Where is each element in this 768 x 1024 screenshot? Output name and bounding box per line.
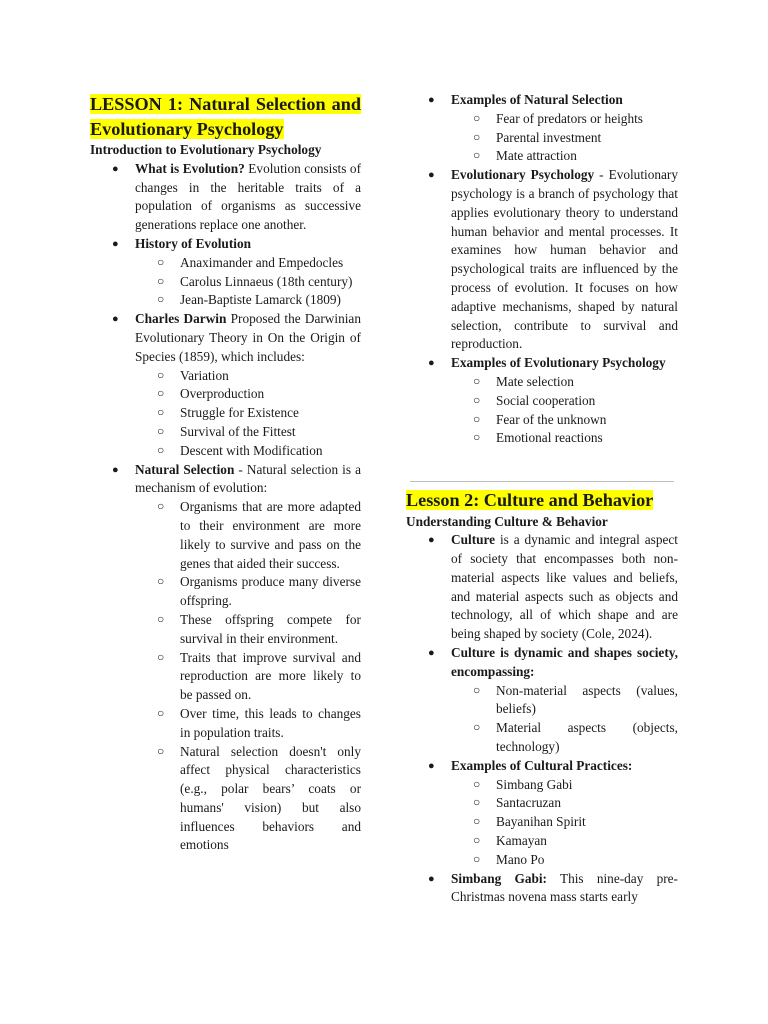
lesson2-title: Lesson 2: Culture and Behavior	[406, 490, 654, 510]
list-item: ○ Mano Po	[473, 851, 545, 867]
list-item: ○ Carolus Linnaeus (18th century)	[157, 273, 353, 289]
list-item-culture	[406, 531, 678, 644]
bullet-icon: ●	[428, 94, 435, 106]
item-text: Proposed the Darwinian Evolutionary Theory in On the Origin of Species (1859), which includes:	[135, 311, 361, 364]
circle-bullet-icon: ○	[473, 110, 481, 125]
list-item: ○ Parental investment	[473, 129, 602, 145]
circle-bullet-icon: ○	[157, 499, 165, 514]
circle-bullet-icon: ○	[473, 411, 481, 426]
item-label: Charles Darwin	[135, 311, 227, 327]
list-item-history	[90, 235, 361, 310]
list-item: ○ Social cooperation	[473, 392, 596, 408]
circle-bullet-icon: ○	[157, 743, 165, 758]
circle-bullet-icon: ○	[157, 611, 165, 626]
list-item: ○ Fear of predators or heights	[473, 110, 643, 126]
circle-bullet-icon: ○	[473, 814, 481, 829]
item-label: Examples of Evolutionary Psychology	[451, 355, 666, 371]
list-item: ○ These offspring compete for survival in their environment.	[157, 611, 361, 646]
item-label: Examples of Cultural Practices:	[451, 757, 633, 773]
list-item: ○ Anaximander and Empedocles	[157, 254, 344, 270]
lesson1-title: LESSON 1: Natural Selection and Evolutionary Psychology	[90, 94, 361, 139]
item-label: Natural Selection	[135, 461, 235, 477]
circle-bullet-icon: ○	[157, 649, 165, 664]
list-item: ○ Organisms that are more adapted to their environment are more likely to survive and pass on the genes that aided their success.	[157, 499, 361, 571]
circle-bullet-icon: ○	[473, 392, 481, 407]
circle-bullet-icon: ○	[473, 720, 481, 735]
circle-bullet-icon: ○	[473, 430, 481, 445]
list-item: ○ Struggle for Existence	[157, 405, 299, 421]
dynamic-sublist	[451, 682, 678, 757]
bullet-icon: ●	[112, 237, 119, 250]
list-item: ○ Jean-Baptiste Lamarck (1809)	[157, 292, 341, 308]
right-column-bottom	[406, 488, 678, 907]
list-item-what-is-evolution	[90, 160, 361, 235]
lesson1-list-continued	[406, 91, 678, 448]
circle-bullet-icon: ○	[157, 574, 165, 589]
right-column-top	[406, 91, 678, 448]
list-item-natural-selection	[90, 461, 361, 856]
circle-bullet-icon: ○	[473, 373, 481, 388]
item-text: - Evolutionary psychology is a branch of psychology that applies evolutionary theory to understand human behavior and mental processes. It examines how human behavior and psychological traits are influenced by the process of evolution. It focuses on how adaptive mechanisms, shaped by natural selection, contribute to survival and reproduction.	[451, 167, 678, 352]
list-item-simbang-gabi	[406, 870, 678, 908]
circle-bullet-icon: ○	[473, 129, 481, 144]
bullet-icon: ●	[428, 534, 435, 547]
list-item: ○ Organisms produce many diverse offspring.	[157, 574, 361, 609]
bullet-icon: ●	[428, 169, 435, 182]
darwin-sublist	[135, 367, 361, 461]
item-text: - Natural selection is a mechanism of evolution:	[135, 461, 361, 496]
bullet-icon: ●	[428, 872, 435, 885]
practices-sublist	[451, 776, 678, 870]
circle-bullet-icon: ○	[473, 682, 481, 697]
item-text: This nine-day pre-Christmas novena mass starts early	[451, 870, 678, 905]
list-item-examples-natural-selection	[406, 91, 678, 166]
list-item: ○ Emotional reactions	[473, 430, 603, 446]
bullet-icon: ●	[112, 162, 119, 175]
circle-bullet-icon: ○	[473, 851, 481, 866]
list-item: ○ Material aspects (objects, technology)	[473, 720, 678, 755]
list-item: ○ Kamayan	[473, 833, 547, 849]
bullet-icon: ●	[428, 357, 435, 370]
bullet-icon: ●	[112, 313, 119, 326]
list-item: ○ Over time, this leads to changes in population traits.	[157, 705, 361, 740]
list-item: ○ Simbang Gabi	[473, 776, 573, 792]
item-label: Examples of Natural Selection	[451, 92, 623, 107]
item-label: What is Evolution?	[135, 160, 245, 176]
circle-bullet-icon: ○	[473, 833, 481, 848]
item-text: Evolution consists of changes in the heritable traits of a population of organisms as successive generations replace one another.	[135, 160, 362, 233]
list-item: ○ Mate selection	[473, 373, 574, 389]
circle-bullet-icon: ○	[473, 776, 481, 791]
examples-ns-sublist	[451, 110, 678, 166]
circle-bullet-icon: ○	[157, 273, 165, 288]
list-item: ○ Santacruzan	[473, 795, 561, 811]
history-sublist	[135, 254, 361, 310]
list-item-examples-evolutionary-psychology	[406, 354, 678, 448]
list-item: ○ Natural selection doesn't only affect physical characteristics (e.g., polar bears’ coats or humans' vision) but also influences behaviors and emotions	[157, 743, 361, 853]
circle-bullet-icon: ○	[157, 442, 165, 457]
list-item: ○ Descent with Modification	[157, 442, 323, 458]
left-column	[90, 92, 361, 855]
list-item: ○ Variation	[157, 367, 229, 383]
list-item: ○ Non-material aspects (values, beliefs)	[473, 682, 678, 717]
natural-selection-sublist	[135, 498, 361, 855]
circle-bullet-icon: ○	[157, 367, 165, 382]
list-item-culture-dynamic	[406, 644, 678, 757]
list-item-evolutionary-psychology	[406, 166, 678, 354]
item-text: is a dynamic and integral aspect of society that encompasses both non-material aspects like values and beliefs, and material aspects such as objects and technology, all of which shape and are being shaped by society (Cole, 2024).	[451, 532, 678, 642]
lesson2-intro-heading: Understanding Culture & Behavior	[406, 513, 608, 529]
bullet-icon: ●	[112, 463, 119, 476]
list-item: ○ Overproduction	[157, 386, 265, 402]
item-label: Culture	[451, 532, 496, 548]
bullet-icon: ●	[428, 647, 435, 660]
circle-bullet-icon: ○	[157, 292, 165, 307]
circle-bullet-icon: ○	[473, 148, 481, 163]
list-item: ○ Fear of the unknown	[473, 411, 607, 427]
circle-bullet-icon: ○	[157, 405, 165, 420]
item-label: Simbang Gabi:	[451, 870, 547, 886]
item-label: History of Evolution	[135, 235, 251, 251]
list-item-darwin	[90, 310, 361, 460]
list-item: ○ Survival of the Fittest	[157, 423, 296, 439]
item-label: Culture is dynamic and shapes society, encompassing:	[451, 645, 678, 679]
list-item: ○ Mate attraction	[473, 148, 577, 164]
examples-ep-sublist	[451, 373, 678, 448]
lesson1-intro-heading: Introduction to Evolutionary Psychology	[90, 142, 322, 157]
lesson2-list	[406, 531, 678, 907]
bullet-icon: ●	[428, 759, 435, 772]
circle-bullet-icon: ○	[157, 705, 165, 720]
item-label: Evolutionary Psychology	[451, 167, 595, 183]
circle-bullet-icon: ○	[473, 795, 481, 810]
circle-bullet-icon: ○	[157, 423, 165, 438]
circle-bullet-icon: ○	[157, 254, 165, 269]
list-item: ○ Traits that improve survival and reproduction are more likely to be passed on.	[157, 649, 361, 703]
list-item: ○ Bayanihan Spirit	[473, 814, 586, 830]
list-item-cultural-practices	[406, 757, 678, 870]
circle-bullet-icon: ○	[157, 386, 165, 401]
lesson1-list	[90, 160, 361, 855]
section-divider	[410, 481, 674, 482]
